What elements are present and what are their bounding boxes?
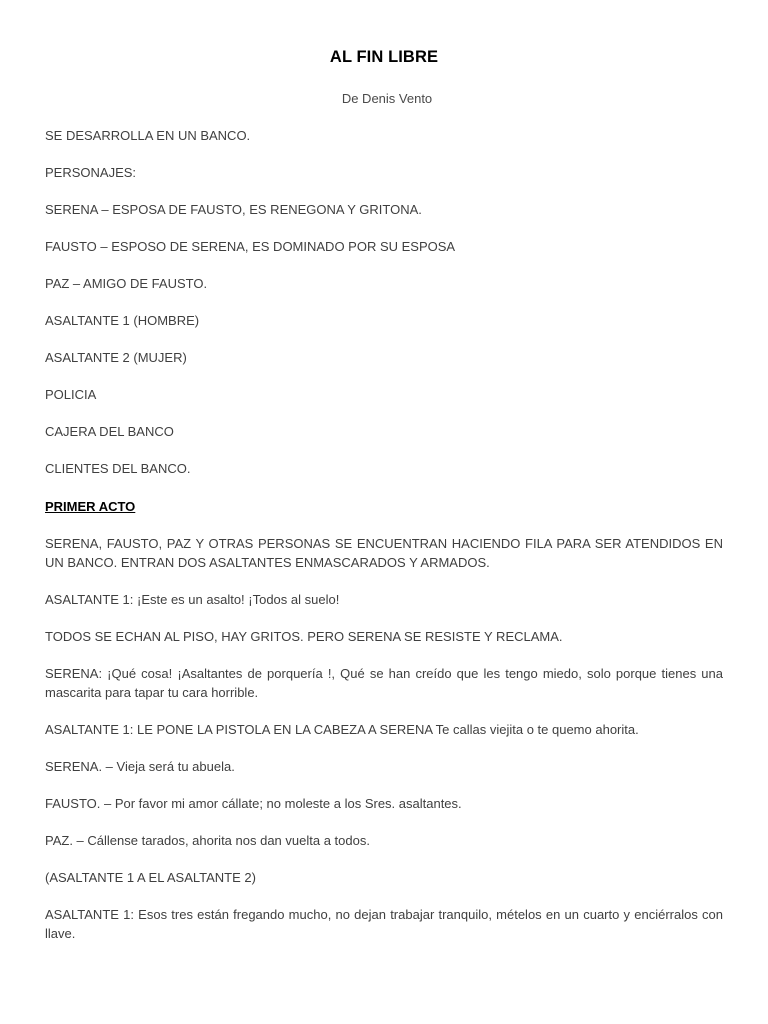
- character-entry: POLICIA: [45, 387, 97, 402]
- character-entry: CAJERA DEL BANCO: [45, 424, 174, 439]
- script-paragraph: SERENA: ¡Qué cosa! ¡Asaltantes de porquería !, Qué se han creído que les tengo miedo, solo porque tienes una mascarita para tapar tu cara horrible.: [45, 666, 723, 700]
- document-author: De Denis Vento: [341, 91, 433, 106]
- script-paragraph: PAZ. – Cállense tarados, ahorita nos dan vuelta a todos.: [45, 833, 370, 848]
- script-paragraph: ASALTANTE 1: Esos tres están fregando mucho, no dejan trabajar tranquilo, mételos en un cuarto y enciérralos con llave.: [45, 907, 723, 941]
- character-entry: FAUSTO – ESPOSO DE SERENA, ES DOMINADO POR SU ESPOSA: [45, 239, 456, 254]
- script-paragraph: TODOS SE ECHAN AL PISO, HAY GRITOS. PERO SERENA SE RESISTE Y RECLAMA.: [45, 629, 563, 644]
- setting-line: SE DESARROLLA EN UN BANCO.: [45, 128, 251, 143]
- script-paragraph: (ASALTANTE 1 A EL ASALTANTE 2): [45, 870, 256, 885]
- script-paragraph: SERENA, FAUSTO, PAZ Y OTRAS PERSONAS SE ENCUENTRAN HACIENDO FILA PARA SER ATENDIDOS EN UN BANCO. ENTRAN DOS ASALTANTES ENMASCARADOS Y ARMADOS.: [45, 536, 723, 570]
- script-paragraph: ASALTANTE 1: LE PONE LA PISTOLA EN LA CABEZA A SERENA Te callas viejita o te quemo ahorita.: [45, 722, 639, 737]
- document-title: AL FIN LIBRE: [329, 48, 439, 66]
- character-entry: ASALTANTE 1 (HOMBRE): [45, 313, 200, 328]
- script-paragraph: SERENA. – Vieja será tu abuela.: [45, 759, 235, 774]
- character-entry: CLIENTES DEL BANCO.: [45, 461, 191, 476]
- character-entry: SERENA – ESPOSA DE FAUSTO, ES RENEGONA Y GRITONA.: [45, 202, 422, 217]
- characters-heading: PERSONAJES:: [45, 165, 137, 180]
- script-paragraph: FAUSTO. – Por favor mi amor cállate; no moleste a los Sres. asaltantes.: [45, 796, 462, 811]
- act-heading: PRIMER ACTO: [45, 499, 136, 514]
- character-entry: PAZ – AMIGO DE FAUSTO.: [45, 276, 208, 291]
- script-paragraph: ASALTANTE 1: ¡Este es un asalto! ¡Todos al suelo!: [45, 592, 340, 607]
- character-entry: ASALTANTE 2 (MUJER): [45, 350, 187, 365]
